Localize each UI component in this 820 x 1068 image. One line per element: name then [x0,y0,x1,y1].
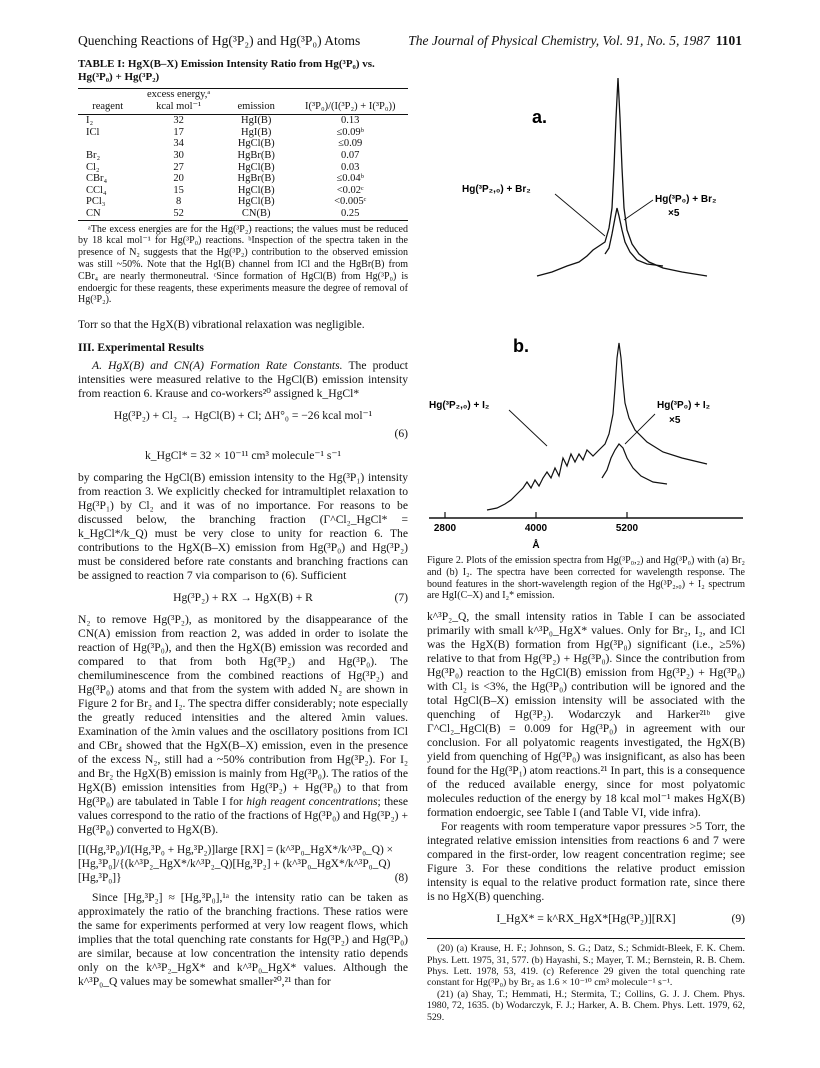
table-cell: 0.13 [341,115,360,127]
references [427,938,745,1023]
x-tick-label: 5200 [615,523,639,534]
paragraph: For reagents with room temperature vapor pressures >5 Torr, the integrated relative emission intensities from reactions 6 and 7 were compared in the first-order, low reagent concentration regime; see Figure 3. For these conditions the relative product emission intensity is equal to the relative product formation rate, since there is no HgX(B) quenching. [427,820,745,904]
spectrum-a-3p0 [605,208,663,266]
table-cell: HgI(B) [241,126,272,138]
paragraph [78,359,408,401]
table-cell: ICl [86,126,100,138]
col-header-emission: emission [220,89,293,113]
x-tick-label: 2800 [433,523,457,534]
figure-caption: Figure 2. Plots of the emission spectra from Hg(³P₀,₂) and Hg(³P₀) with (a) Br₂ and (b) I₂. The spectra have been corrected for wavelength response. The bound features in the short-wavelength region of the Hg(³P₂,₀) + I₂ spectrum are HgI(C–X) and I₂* emission. [427,555,745,602]
table-row [78,173,408,185]
equation-number: (6) [394,427,408,441]
table-cell: HgI(B) [241,115,272,127]
paragraph-text: ; these values correspond to the ratio of the fractions of Hg(³P₀) and Hg(³P₂) + Hg(³P₀) converted to HgX(B). [78,795,408,837]
paragraph: Since [Hg,³P₂] ≈ [Hg,³P₀],¹ᵃ the intensity ratio can be taken as approximately the ratio of the branching fractions. These ratios were the same for experiments performed at very low reagent flows, which implies that the total quenching rate constants for Hg(³P₂) and Hg(³P₀) are similar, because at low concentration the intensity ratio depends only on the k^³P₂_HgX* and k^³P₀_HgX* values. Although the k^³P₀_Q values may be somewhat smaller²⁰,²¹ than for [78,891,408,989]
svg-text:×5: ×5 [668,208,680,219]
table-cell: Br₂ [86,149,101,161]
equation-number: (7) [394,591,408,605]
table-cell: 8 [176,196,182,208]
table-cell: 0.25 [292,208,408,220]
table-row [78,162,408,174]
table-cell: PCl₃ [86,196,106,208]
equation-8 [78,843,408,885]
reference-20: (20) (a) Krause, H. F.; Johnson, S. G.; Datz, S.; Schmidt-Bleek, F. K. Chem. Phys. Lett. 1975, 31, 577. (b) Hayashi, S.; Mayer, T. M.; Bernstein, R. B. Chem. Phys. Lett. 1978, 53, 419. (c) Reference 29 given the total quenching rate constant for Hg(³P₀) by Br₂ as 1.6 × 10⁻¹⁰ cm³ molecule⁻¹ s⁻¹. [427,943,745,989]
paragraph-text: The product intensities were measured relative to the HgCl(B) emission intensity from reaction 6. Krause and co-workers²⁰ assigned k_HgCl* [78,359,408,401]
table-cell: 17 [173,126,184,138]
table-cell [78,138,137,150]
table-cell: CN(B) [220,208,293,220]
table-cell: ≤0.04ᵇ [336,173,364,185]
paragraph: k^³P₂_Q, the small intensity ratios in Table I can be associated primarily with small k^³P₀_HgX* values. Only for Br₂, I₂, and ICl was the HgX(B) formation from Hg(³P₀) significant (i.e., ≥5%) relative to that from Hg(³P₂) + Hg(³P₀). Since the contribution from Hg(³P₀) reaction to the HgCl(B) emission from Hg(³P₂) + Hg(³P₀) with Cl₂ is <3%, the Hg(³P₀) contribution will be ignored and the total HgCl(B–X) emission intensity will be associated with the quenching of Hg(³P₂). Wodarczyk and Harker²¹ᵇ give Γ^Cl₂_HgCl(B) = 0.009 for Hg(³P₀) in agreement with our conclusion. For all polyatomic reagents investigated, the HgX(B) yield from quenching of Hg(³P₀) was insignificant, as also has been found for the Hg(³P₁) atom reactions.²¹ In part, this is a consequence of the reduced available energy, since for most polyatomic molecules reduction of the energy by 18 kcal mol⁻¹ makes HgX(B) formation endoergic, see Table I (and Table VI, vide infra). [427,610,745,820]
table-cell: 32 [173,115,184,127]
equation-text: Hg(³P₂) + RX → HgX(B) + R [173,591,313,605]
table-row [78,208,408,220]
table-cell: 34 [173,138,184,150]
section-heading: III. Experimental Results [78,341,204,355]
svg-text:Hg(³P₀) + Br₂: Hg(³P₀) + Br₂ [655,194,717,205]
reference-21: (21) (a) Shay, T.; Hemmati, H.; Stermita, T.; Collins, G. J. J. Chem. Phys. 1980, 72, 1635. (b) Wodarczyk, F. J.; Harker, A. B. Chem. Phys. Lett. 1979, 62, 529. [427,988,745,1023]
table-row [78,196,408,208]
emphasis: high reagent concentrations [246,795,378,809]
table-cell: HgCl(B) [237,184,275,196]
paragraph: by comparing the HgCl(B) emission intensity to the Hg(³P₁) intensity from reaction 3. We explicitly checked for intramultiplet relaxation to Hg(³P₁) by Cl₂ and it was of no importance. For reasons to be discussed below, the branching fraction (Γ^Cl₂_HgCl* = k_HgCl*/k_Q) must be very close to unity for reaction 6. The contributions to the HgX(B–X) emission from Hg(³P₀) and Hg(³P₂) must be considered before rate constants and branching fractions can be assigned to reaction 7 via comparison to (6). Sufficient [78,471,408,583]
equation-9 [427,912,745,926]
left-column [78,58,408,989]
paragraph: Torr so that the HgX(B) vibrational relaxation was negligible. [78,318,365,332]
svg-text:×5: ×5 [669,415,681,426]
spectrum-b-3p0 [602,444,667,484]
table-row [78,150,408,162]
table-cell: HgCl(B) [237,161,275,173]
paragraph [78,613,408,837]
paragraph-text: N₂ to remove Hg(³P₂), as monitored by the disappearance of the CN(A) emission from reaction 2, was added in order to isolate the reaction of Hg(³P₀), and then the HgX(B) emission was recorded and compared to that from both Hg(³P₂) and Hg(³P₀). The chemiluminescence from the combined reactions of Hg(³P₂) and Hg(³P₀) atoms and that from the system with added N₂ are shown in Figure 2 for Br₂ and I₂. The spectra differ considerably; note especially the greatly reduced intensities and the altered λmin values. Examination of the λmin values and the oscillatory positions from ICl and CBr₄ showed that the HgX(B–X) emission, even in the presence of the excess N₂, still had a ~50% contribution from Hg(³P₂). For I₂ and Br₂ the HgX(B) emission is mainly from Hg(³P₀). The ratios of the HgX(B) emission intensities from Hg(³P₂) + Hg(³P₀) to that from Hg(³P₀) are tabulated in Table I for [78,613,408,809]
table-cell: 20 [173,173,184,185]
right-column [427,58,745,1023]
table-cell: 52 [137,208,220,220]
equation-7 [78,591,408,605]
table-1 [78,88,408,221]
spectrum-a-combined [537,78,707,276]
table-row [78,138,408,150]
spectrum-b-combined [487,343,707,510]
equation-6-number [78,427,408,441]
table-cell: 0.03 [341,161,360,173]
col-header-excess-energy: excess energy,ᵃ kcal mol⁻¹ [137,89,220,113]
table-row [78,185,408,197]
equation-line: [Hg,³P₀]/{(k^³P₂_HgX*/k^³P₂_Q)[Hg,³P₂] + (k^³P₀_HgX*/k^³P₀_Q)[Hg,³P₀]} [78,858,391,885]
table-cell: CN [78,208,137,220]
table-cell: 15 [173,184,184,196]
table-cell: CBr₄ [86,173,108,185]
equation-number: (8) [394,872,408,885]
label-b-right [657,400,710,426]
table-body [78,115,408,220]
label-a-right [655,194,716,219]
equation-text: Hg(³P₂) + Cl₂ → HgCl(B) + Cl; ΔH°₀ = −26 kcal mol⁻¹ [113,409,373,423]
x-axis-unit: Å [532,540,540,551]
spectra-plot [427,58,745,553]
label-a-left [462,184,531,195]
table-cell: <0.005ᶜ [334,196,367,208]
svg-text:Hg(³P₂,₀) + Br₂: Hg(³P₂,₀) + Br₂ [462,184,531,195]
col-header-ratio: I(³P₀)/(I(³P₂) + I(³P₀)) [292,89,408,113]
col-header-reagent: reagent [78,89,137,113]
table-cell: CCl₄ [86,184,107,196]
table-cell: 30 [173,149,184,161]
table-cell: HgCl(B) [237,138,275,150]
table-cell: I₂ [86,115,94,127]
table-cell: 27 [173,161,184,173]
x-tick-label: 4000 [524,523,548,534]
table-footnote: ᵃThe excess energies are for the Hg(³P₂) reactions; the values must be reduced by 18 kcal mol⁻¹ for Hg(³P₀) reactions. ᵇInspection of the spectra taken in the presence of N₂ suggests that the Hg(³P₂) contribution to the observed emission was still ~50%. Note that the HgI(B) channel from ICl and the HgBr(B) from CBr₄ are nearly thermoneutral. ᶜSince formation of HgCl(B) from Hg(³P₀) is endoergic for these reagents, these experiments measure the degree of removal of Hg(³P₂). [78,223,408,306]
equation-line: [I(Hg,³P₀)/I(Hg,³P₀ + Hg,³P₂)]large [RX] = (k^³P₀_HgX*/k^³P₀_Q) × [78,844,394,857]
equation-text: I_HgX* = k^RX_HgX*[Hg(³P₂)][RX] [496,912,676,926]
subsection-heading: A. HgX(B) and CN(A) Formation Rate Constants. [92,359,343,373]
rate-constant: k_HgCl* = 32 × 10⁻¹¹ cm³ molecule⁻¹ s⁻¹ [145,449,341,463]
journal-citation [408,33,742,49]
journal-name: The Journal of Physical Chemistry, Vol. 91, No. 5, 1987 [408,33,710,48]
running-title: Quenching Reactions of Hg(³P₂) and Hg(³P₀) Atoms [78,33,361,48]
table-cell: HgCl(B) [237,196,275,208]
equation-number: (9) [731,912,745,926]
table-cell: HgBr(B) [237,173,275,185]
page-number: 1101 [715,33,742,48]
equation-6 [78,409,408,423]
table-row [78,115,408,127]
table-cell: HgBr(B) [237,149,275,161]
table-cell: 0.07 [341,149,360,161]
label-b-left [429,400,489,411]
table-cell: ≤0.09 [338,138,363,150]
panel-a-label: a. [532,107,548,127]
svg-text:Hg(³P₀) + I₂: Hg(³P₀) + I₂ [657,400,711,411]
svg-text:Hg(³P₂,₀) + I₂: Hg(³P₂,₀) + I₂ [429,400,490,411]
table-cell: Cl₂ [86,161,100,173]
panel-b-label: b. [513,336,529,356]
table-cell: <0.02ᶜ [336,184,364,196]
table-row [78,127,408,139]
table-title: TABLE I: HgX(B–X) Emission Intensity Ratio from Hg(³P₀) vs. Hg(³P₀) + Hg(³P₂) [78,58,375,83]
figure-2 [427,58,745,553]
table-cell: ≤0.09ᵇ [336,126,364,138]
